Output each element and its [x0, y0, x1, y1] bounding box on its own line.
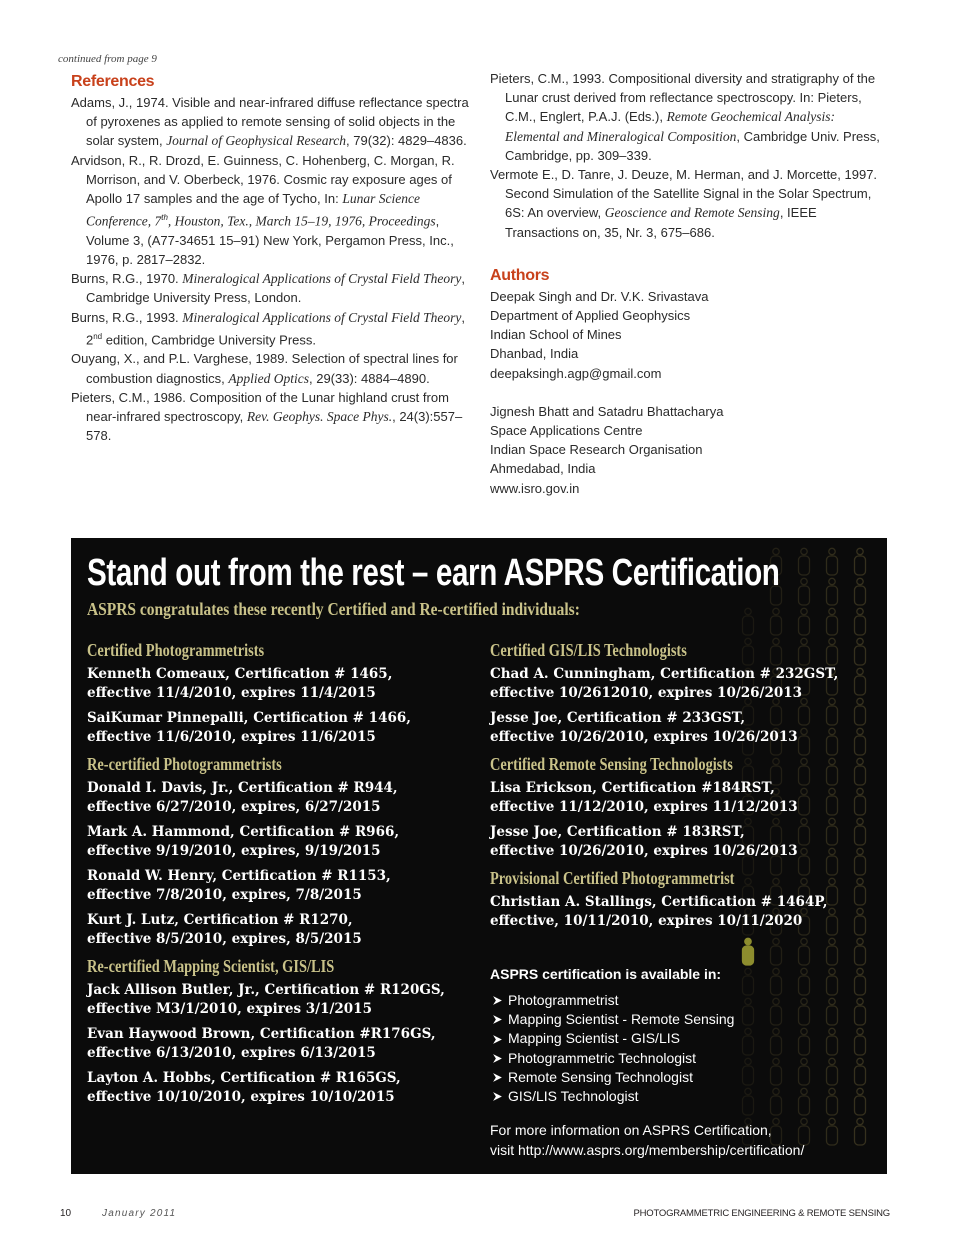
person-icon [855, 998, 866, 1025]
certification-dates: effective 11/6/2010, expires 11/6/2015 [87, 729, 376, 745]
person-icon [827, 578, 838, 605]
reference-title: Applied Optics [228, 370, 309, 386]
certification-dates: effective 7/8/2010, expires, 7/8/2015 [87, 887, 362, 903]
certified-name: Kenneth Comeaux, Certification # 1465, [87, 666, 393, 682]
person-icon [855, 668, 866, 695]
certified-name: Donald I. Davis, Jr., Certification # R944, [87, 780, 398, 796]
certified-person-entry [490, 709, 850, 747]
person-icon [855, 728, 866, 755]
person-icon [855, 758, 866, 785]
person-icon [855, 1058, 866, 1085]
person-icon [855, 548, 866, 575]
reference-entry [71, 349, 471, 387]
person-icon [855, 938, 866, 965]
reference-entry [490, 69, 890, 165]
references-left-column [71, 72, 471, 445]
reference-text: Burns, R.G., 1993. [71, 309, 183, 325]
availability-item [490, 1049, 810, 1068]
reference-title: Mineralogical Applications of Crystal Field Theory [182, 271, 462, 287]
certification-group-heading: Provisional Certified Photogrammetrist [490, 868, 735, 888]
references-right-column [490, 69, 890, 498]
certification-group [490, 867, 850, 931]
certification-subtitle: ASPRS congratulates these recently Certified and Re-certified individuals: [87, 599, 580, 619]
availability-list [490, 991, 810, 1106]
certification-availability [490, 964, 810, 1160]
certification-group [87, 955, 477, 1107]
certification-dates: effective 10/26/2010, expires 10/26/2013 [490, 729, 798, 745]
arrow-bullet-icon [492, 1072, 503, 1083]
continued-note: continued from page 9 [58, 53, 157, 65]
person-icon [855, 608, 866, 635]
reference-title: Mineralogical Applications of Crystal Field Theory [182, 309, 462, 325]
certification-title: Stand out from the rest – earn ASPRS Certification [87, 552, 780, 594]
certified-name: Mark A. Hammond, Certification # R966, [87, 824, 400, 840]
availability-item-label: Photogrammetrist [508, 992, 619, 1008]
arrow-bullet-icon [492, 995, 503, 1006]
reference-text: Pieters, C.M., 1993. Compositional diversity and stratigraphy of the Lunar crust derived from reflectance spectroscopy. In: Pieters, C.M., Englert, P.A.J. (Eds.), [490, 71, 876, 125]
author-line: Department of Applied Geophysics [490, 308, 691, 324]
certified-person-entry [490, 823, 850, 861]
certification-dates: effective 11/4/2010, expires 11/4/2015 [87, 685, 376, 701]
certified-name: Jesse Joe, Certification # 233GST, [490, 710, 746, 726]
availability-item [490, 991, 810, 1010]
availability-item [490, 1068, 810, 1087]
reference-entry [71, 93, 471, 151]
person-icon [827, 1058, 838, 1085]
availability-item-label: Photogrammetric Technologist [508, 1049, 697, 1066]
availability-item [490, 1010, 810, 1029]
certified-name: Lisa Erickson, Certification #184RST, [490, 780, 775, 796]
certified-person-entry [87, 779, 477, 817]
person-icon [799, 578, 810, 605]
certification-dates: effective 6/27/2010, expires, 6/27/2015 [87, 799, 381, 815]
reference-title: Journal of Geophysical Research [166, 133, 347, 149]
reference-text: edition, Cambridge University Press. [102, 332, 316, 348]
person-icon [855, 848, 866, 875]
person-icon [855, 908, 866, 935]
author-line: Deepak Singh and Dr. V.K. Srivastava [490, 288, 709, 304]
person-icon [855, 878, 866, 905]
certified-name: SaiKumar Pinnepalli, Certification # 1466, [87, 710, 411, 726]
person-icon [827, 968, 838, 995]
certified-name: Chad A. Cunningham, Certification # 232GST, [490, 666, 839, 682]
highlighted-person-icon [743, 938, 754, 965]
certified-name: Christian A. Stallings, Certification # 1464P, [490, 894, 828, 910]
person-icon [827, 608, 838, 635]
certification-group [490, 639, 850, 747]
certified-person-entry [490, 665, 850, 703]
reference-text: Burns, R.G., 1970. [71, 271, 183, 287]
arrow-bullet-icon [492, 1034, 503, 1045]
reference-entry [490, 165, 890, 242]
reference-text: nd [93, 331, 103, 341]
page-number: 10 [60, 1208, 72, 1219]
certification-group-heading: Certified GIS/LIS Technologists [490, 640, 687, 660]
certified-person-entry [87, 665, 477, 703]
certification-group-heading: Re-certified Photogrammetrists [87, 754, 282, 774]
person-icon [855, 1028, 866, 1055]
certification-dates: effective 11/12/2010, expires 11/12/2013 [490, 799, 798, 815]
author-line: Dhanbad, India [490, 346, 579, 362]
issue-date: January 2011 [102, 1208, 177, 1219]
author-line: Indian School of Mines [490, 327, 622, 343]
arrow-bullet-icon [492, 1014, 503, 1025]
arrow-bullet-icon [492, 1053, 503, 1064]
authors-group-2 [490, 402, 890, 498]
reference-text: , 79(32): 4829–4836. [346, 133, 467, 149]
certified-person-entry [87, 981, 477, 1019]
reference-title: Remote Geochemical Analysis: Elemental and Mineralogical Composition [505, 109, 836, 144]
availability-item-label: Remote Sensing Technologist [508, 1068, 693, 1085]
reference-title: th [161, 213, 168, 223]
person-icon [799, 608, 810, 635]
certification-dates: effective M3/1/2010, expires 3/1/2015 [87, 1001, 372, 1017]
certified-person-entry [490, 779, 850, 817]
journal-name: PHOTOGRAMMETRIC ENGINEERING & REMOTE SENSING [633, 1208, 890, 1219]
availability-item-label: Mapping Scientist - Remote Sensing [508, 1011, 735, 1028]
certification-dates: effective, 10/11/2010, expires 10/11/2020 [490, 913, 803, 929]
certification-dates: effective 6/13/2010, expires 6/13/2015 [87, 1045, 376, 1061]
author-email[interactable]: deepaksingh.agp@gmail.com [490, 365, 662, 381]
person-icon [771, 938, 782, 965]
certified-name: Jack Allison Butler, Jr., Certification # R120GS, [87, 982, 445, 998]
person-icon [855, 818, 866, 845]
authors-heading: Authors [490, 266, 550, 284]
references-heading: References [71, 73, 155, 90]
person-icon [799, 548, 810, 575]
person-icon [827, 998, 838, 1025]
certified-person-entry [87, 911, 477, 949]
certified-list-right [490, 639, 850, 937]
availability-item-label: GIS/LIS Technologist [508, 1088, 639, 1105]
certification-dates: effective 10/2612010, expires 10/26/2013 [490, 685, 803, 701]
certified-name: Evan Haywood Brown, Certification #R176GS, [87, 1026, 436, 1042]
authors-group-1 [490, 287, 890, 383]
person-icon [855, 698, 866, 725]
certified-name: Jesse Joe, Certification # 183RST, [490, 824, 745, 840]
author-line: Indian Space Research Organisation [490, 442, 703, 458]
author-line: Jignesh Bhatt and Satadru Bhattacharya [490, 403, 724, 419]
certification-group-heading: Re-certified Mapping Scientist, GIS/LIS [87, 956, 335, 976]
reference-text: Vermote E., D. Tanre, J. Deuze, M. Herman, and J. Morcette, 1997. Second Simulation of the Satellite Signal in the Solar Spectrum, 6S: An overview, [490, 167, 878, 221]
certified-name: Kurt J. Lutz, Certification # R1270, [87, 912, 353, 928]
certified-name: Layton A. Hobbs, Certification # R165GS, [87, 1070, 401, 1086]
reference-text: Ouyang, X., and P.L. Varghese, 1989. Selection of spectral lines for combustion diagnostics, [71, 351, 458, 386]
reference-text: Pieters, C.M., 1986. Composition of the Lunar highland crust from near-infrared spectroscopy, [71, 389, 449, 424]
person-icon [855, 968, 866, 995]
certification-dates: effective 8/5/2010, expires, 8/5/2015 [87, 931, 362, 947]
availability-item [490, 1087, 810, 1106]
reference-text: , 2 [86, 309, 466, 348]
reference-entry [71, 151, 471, 270]
reference-text: , 24(3):557–578. [86, 408, 463, 444]
reference-text: , IEEE Transactions on, 35, Nr. 3, 675–686. [505, 205, 817, 240]
certification-dates: effective 10/10/2010, expires 10/10/2015 [87, 1089, 395, 1105]
author-website-link[interactable]: www.isro.gov.in [490, 480, 580, 496]
reference-text: , Cambridge University Press, London. [86, 271, 466, 306]
person-icon [855, 1088, 866, 1115]
person-icon [855, 578, 866, 605]
certified-person-entry [87, 867, 477, 905]
certification-dates: effective 9/19/2010, expires, 9/19/2015 [87, 843, 381, 859]
reference-title: Geoscience and Remote Sensing [604, 205, 780, 221]
certified-person-entry [87, 709, 477, 747]
reference-entry [71, 269, 471, 307]
certification-group [87, 753, 477, 949]
reference-text: Arvidson, R., R. Drozd, E. Guinness, C. Hohenberg, C. Morgan, R. Morrison, and V. Oberbeck, 1976. Cosmic ray exposure ages of Apollo 17 samples and the age of Tycho, In: [71, 152, 455, 207]
person-icon [827, 1028, 838, 1055]
reference-text: , Cambridge Univ. Press, Cambridge, pp. 309–339. [505, 128, 880, 163]
reference-entry [71, 388, 471, 446]
person-icon [855, 638, 866, 665]
reference-title: , Houston, Tex., March 15–19, 1976, Proceedings [167, 213, 436, 229]
person-icon [827, 548, 838, 575]
person-icon [799, 938, 810, 965]
more-info-line: For more information on ASPRS Certification, [490, 1122, 772, 1139]
certified-person-entry [87, 1025, 477, 1063]
reference-text: , Volume 3, (A77-34651 15–91) New York, Pergamon Press, Inc., 1976, p. 2817–2832. [86, 213, 454, 267]
references-list-left [71, 93, 471, 445]
person-icon [743, 608, 754, 635]
certification-url-link[interactable]: visit http://www.asprs.org/membership/certification/ [490, 1141, 805, 1158]
reference-title: Rev. Geophys. Space Phys. [246, 408, 393, 424]
author-line: Ahmedabad, India [490, 461, 596, 477]
person-icon [827, 1088, 838, 1115]
certified-list-left [87, 639, 477, 1113]
person-icon [827, 938, 838, 965]
reference-title: Lunar Science Conference, 7 [86, 191, 420, 229]
more-info [490, 1121, 810, 1160]
certified-person-entry [490, 893, 850, 931]
reference-text: Adams, J., 1974. Visible and near-infrared diffuse reflectance spectra of pyroxenes as applied to remote sensing of solid objects in the solar system, [71, 95, 469, 149]
certification-group [490, 753, 850, 861]
author-line: Space Applications Centre [490, 423, 643, 439]
person-icon [771, 608, 782, 635]
arrow-bullet-icon [492, 1091, 503, 1102]
reference-entry [71, 308, 471, 350]
person-icon [827, 1118, 838, 1145]
references-list-right [490, 69, 890, 242]
availability-item [490, 1029, 810, 1048]
reference-text: , 29(33): 4884–4890. [308, 370, 430, 386]
person-icon [855, 788, 866, 815]
certified-name: Ronald W. Henry, Certification # R1153, [87, 868, 391, 884]
certification-group [87, 639, 477, 747]
certified-person-entry [87, 823, 477, 861]
certification-group-heading: Certified Remote Sensing Technologists [490, 754, 733, 774]
certification-dates: effective 10/26/2010, expires 10/26/2013 [490, 843, 798, 859]
person-icon [855, 1118, 866, 1145]
certification-advertisement [71, 538, 887, 1174]
availability-item-label: Mapping Scientist - GIS/LIS [508, 1030, 680, 1047]
availability-heading: ASPRS certification is available in: [490, 966, 722, 982]
certified-person-entry [87, 1069, 477, 1107]
certification-group-heading: Certified Photogrammetrists [87, 640, 265, 660]
